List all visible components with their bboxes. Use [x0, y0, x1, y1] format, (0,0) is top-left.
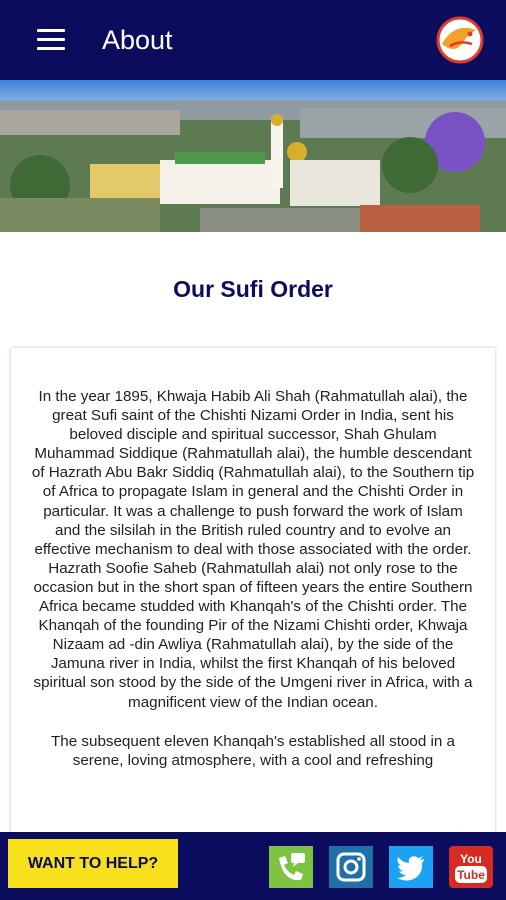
page-title: About: [102, 25, 173, 55]
instagram-button[interactable]: [329, 846, 373, 888]
app-logo-icon: [432, 14, 488, 66]
youtube-button[interactable]: [449, 846, 493, 888]
content-card: [11, 348, 495, 838]
hero-image: [0, 80, 506, 232]
twitter-button[interactable]: [389, 846, 433, 888]
hamburger-icon: [37, 29, 65, 32]
youtube-label-top: You: [460, 852, 482, 866]
youtube-label-bottom: Tube: [457, 868, 485, 882]
menu-button[interactable]: [37, 29, 65, 51]
want-to-help-button[interactable]: WANT TO HELP?: [8, 839, 178, 888]
paragraph-history: In the year 1895, Khwaja Habib Ali Shah (Rahmatullah alai), the great Sufi saint of the Chishti Nizami Order in India, sent his beloved disciple and spiritual successor, Shah Ghulam Muhammad Siddique (Rahmatullah alai), the humble descendant of Hazrath Abu Bakr Siddiq (Rahmatullah alai), to the Southern tip of Africa to propagate Islam in general and the Chishti Order in particular. It was a challenge to push forward the work of Islam and the silsilah in the British ruled country and to evolve an effective mechanism to deal with those associated with the order. Hazrath Soofie Saheb (Rahmatullah alai) not only rose to the occasion but in the short span of fifteen years the entire Southern Africa became studded with Khanqah's of the Chishti order. The Khanqah of the founding Pir of the Nizami Chishti order, Khwaja Nizaam ad -din Awliya (Rahmatullah alai), by the side of the Jamuna river in India, whilst the first Khanqah of his beloved spiritual son stood by the side of the Umgeni river in Africa, with a magnificent view of the Indian ocean.: [31, 388, 475, 711]
paragraph-khanqahs: The subsequent eleven Khanqah's established all stood in a serene, loving atmosphere, with a cool and refreshing: [51, 732, 455, 769]
phone-contact-button[interactable]: [269, 846, 313, 888]
section-heading: Our Sufi Order: [173, 276, 333, 302]
app-bar: [0, 0, 506, 80]
